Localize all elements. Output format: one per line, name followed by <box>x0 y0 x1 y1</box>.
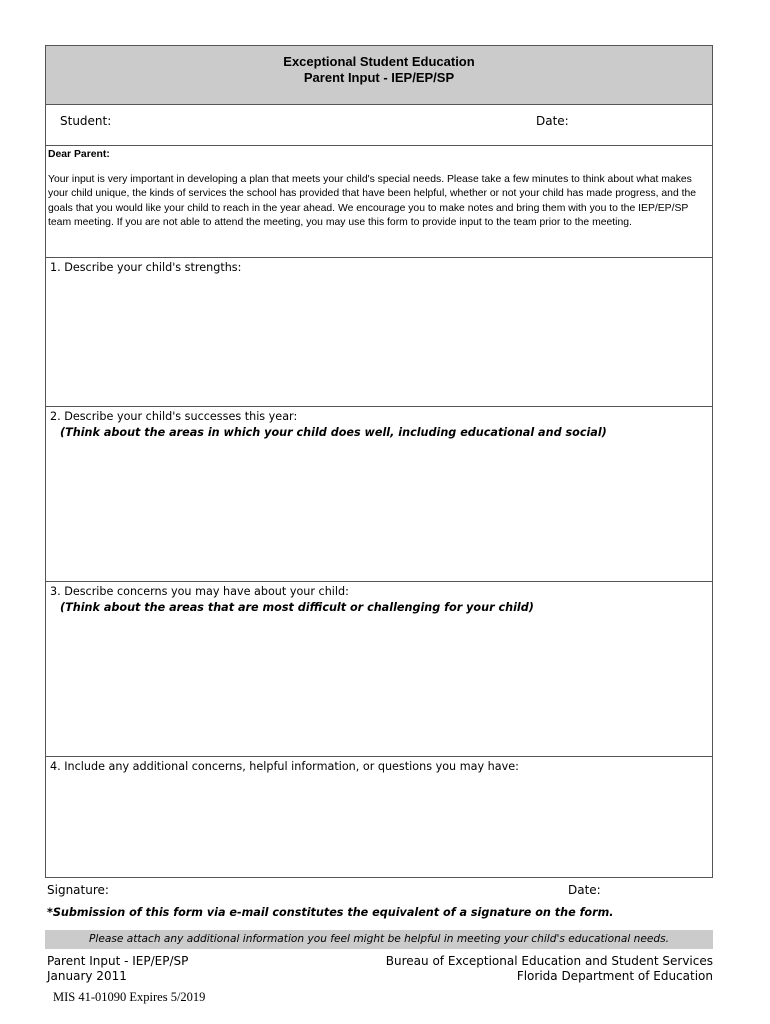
question-2-box[interactable] <box>46 407 712 582</box>
attach-note: Please attach any additional information you feel might be helpful in meeting your child's educational needs. <box>88 933 669 945</box>
student-date-row <box>46 105 712 146</box>
form-title: Exceptional Student Education <box>283 54 475 69</box>
student-label: Student: <box>60 114 112 128</box>
date-label: Date: <box>536 114 569 128</box>
parent-letter <box>46 146 712 258</box>
question-3-hint: (Think about the areas that are most difficult or challenging for your child) <box>60 601 534 614</box>
question-4-prompt: 4. Include any additional concerns, helpful information, or questions you may have: <box>50 760 519 773</box>
letter-greeting: Dear Parent: <box>48 149 110 160</box>
form-subtitle: Parent Input - IEP/EP/SP <box>303 70 455 85</box>
footer-bureau: Bureau of Exceptional Education and Student Services <box>385 954 713 968</box>
question-2-hint: (Think about the areas in which your child does well, including educational and social) <box>60 426 607 439</box>
footer-department: Florida Department of Education <box>516 969 713 983</box>
question-1-box[interactable] <box>46 258 712 407</box>
signature-label: Signature: <box>47 883 109 897</box>
letter-body: Your input is very important in developing a plan that meets your child's special needs. Please take a few minutes to think about what makes your child unique, the kinds of services the school has provided that have been helpful, whether or not your child has made progress, and the goals that you would like your child to reach in the year ahead. We encourage you to make notes and bring them with you to the IEP/EP/SP team meeting. If you are not able to attend the meeting, you may use this form to provide input to the team prior to the meeting. <box>48 173 697 228</box>
question-3-prompt: 3. Describe concerns you may have about your child: <box>50 585 349 598</box>
question-1-prompt: 1. Describe your child's strengths: <box>50 261 242 274</box>
question-4-box[interactable] <box>46 757 712 879</box>
form-code: MIS 41-01090 Expires 5/2019 <box>53 990 206 1004</box>
footer-form-date: January 2011 <box>47 969 127 983</box>
question-3-box[interactable] <box>46 582 712 757</box>
form-box <box>45 45 713 878</box>
form-header <box>46 46 712 105</box>
footer-left <box>47 954 188 984</box>
question-2-prompt: 2. Describe your child's successes this year: <box>50 410 298 423</box>
footer-right <box>386 954 713 984</box>
attach-note-bar <box>45 930 713 949</box>
footer-form-name: Parent Input - IEP/EP/SP <box>47 954 189 968</box>
email-signature-notice: *Submission of this form via e-mail constitutes the equivalent of a signature on the form. <box>47 906 614 919</box>
signature-date-label: Date: <box>568 883 601 897</box>
